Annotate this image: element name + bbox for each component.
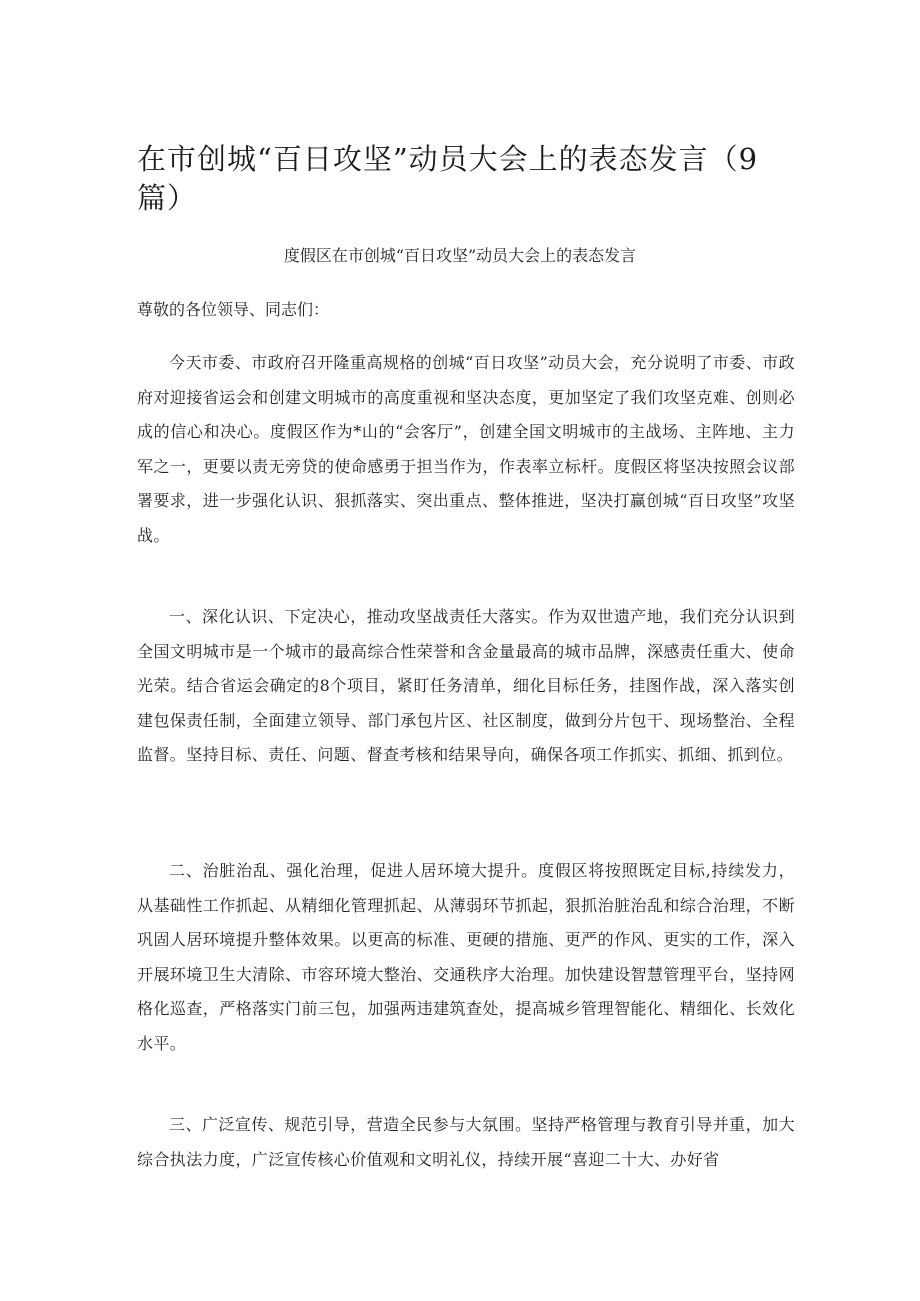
- paragraph-intro: 今天市委、市政府召开隆重高规格的创城“百日攻坚”动员大会，充分说明了市委、市政府对迎接省运会和创建文明城市的高度重视和坚决态度，更加坚定了我们攻坚克难、创则必成的信心和决心。度假区作为*山的“会客厅”，创建全国文明城市的主战场、主阵地、主力军之一，更要以责无旁贷的使命感勇于担当作为，作表率立标杆。度假区将坚决按照会议部署要求，进一步强化认识、狠抓落实、突出重点、整体推进，坚决打赢创城“百日攻坚”攻坚战。: [137, 353, 795, 545]
- greeting: 尊敬的各位领导、同志们：: [137, 300, 330, 319]
- paragraph-section-3: 三、广泛宣传、规范引导，营造全民参与大氛围。坚持严格管理与教育引导并重，加大综合执法力度，广泛宣传核心价值观和文明礼仪，持续开展“喜迎二十大、办好省: [137, 1115, 795, 1169]
- document-subtitle: 度假区在市创城“百日攻坚”动员大会上的表态发言: [283, 246, 637, 265]
- paragraph-section-1: 一、深化认识、下定决心，推动攻坚战责任大落实。作为双世遗产地，我们充分认识到全国文明城市是一个城市的最高综合性荣誉和含金量最高的城市品牌，深感责任重大、使命光荣。结合省运会确定的8个项目，紧盯任务清单，细化目标任务，挂图作战，深入落实创建包保责任制，全面建立领导、部门承包片区、社区制度，做到分片包干、现场整治、全程监督。坚持目标、责任、问题、督查考核和结果导向，确保各项工作抓实、抓细、抓到位。: [137, 607, 795, 764]
- document-title: 在市创城“百日攻坚”动员大会上的表态发言（9篇）: [137, 142, 759, 215]
- paragraph-section-2: 二、治脏治乱、强化治理，促进人居环境大提升。度假区将按照既定目标,持续发力，从基础性工作抓起、从精细化管理抓起、从薄弱环节抓起，狠抓治脏治乱和综合治理，不断巩固人居环境提升整体效果。以更高的标准、更硬的措施、更严的作风、更实的工作，深入开展环境卫生大清除、市容环境大整治、交通秩序大治理。加快建设智慧管理平台，坚持网格化巡查，严格落实门前三包，加强两违建筑查处，提高城乡管理智能化、精细化、长效化水平。: [137, 861, 795, 1053]
